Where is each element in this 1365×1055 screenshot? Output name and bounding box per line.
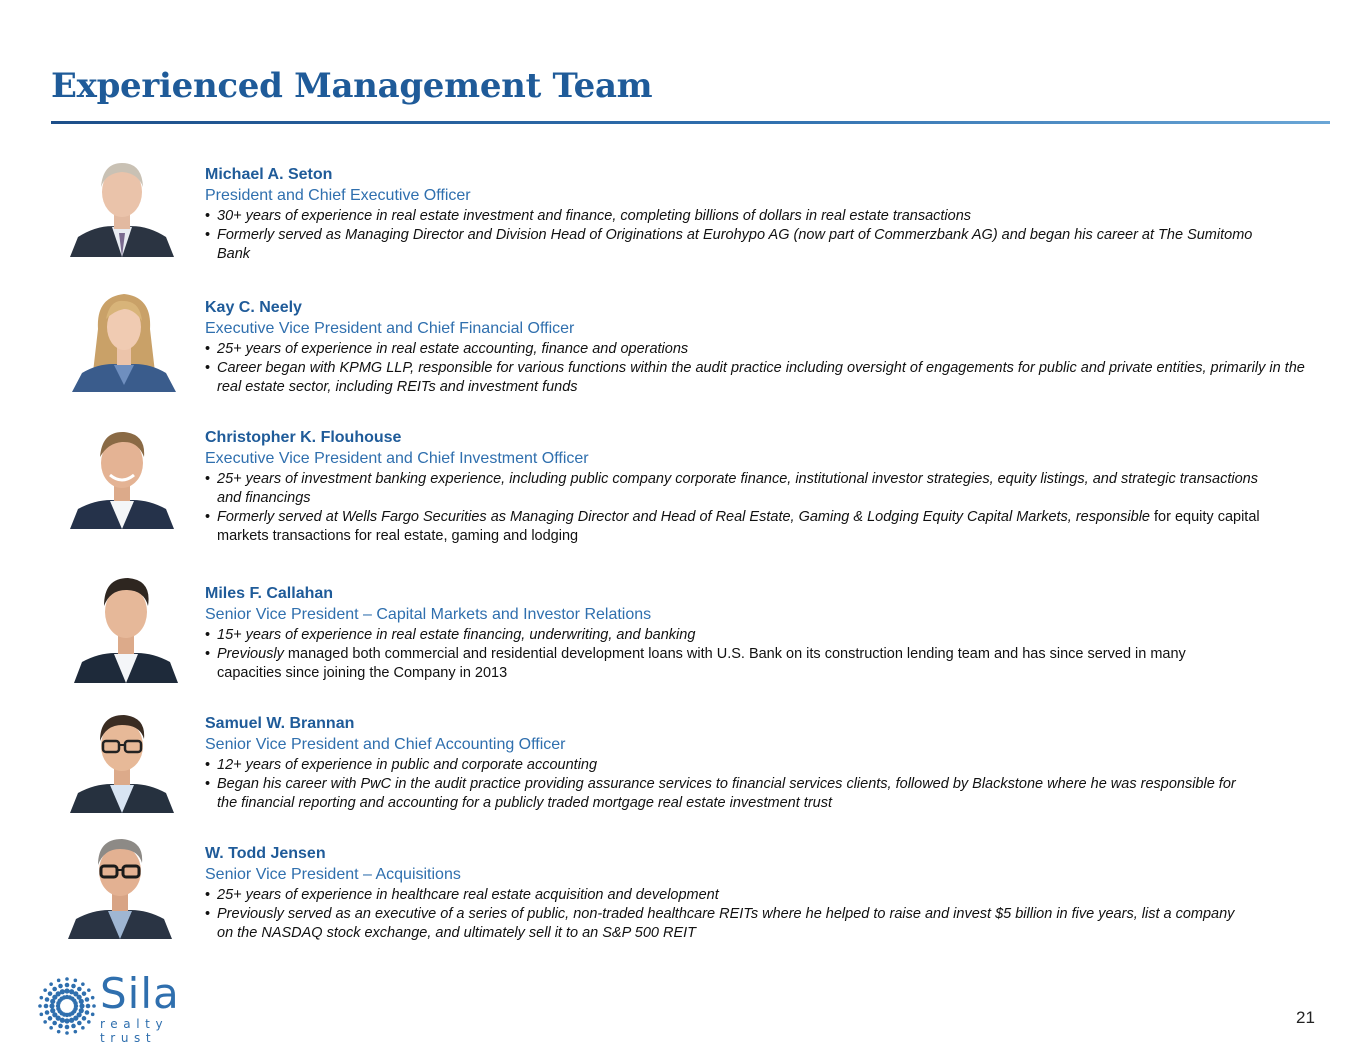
title-divider xyxy=(51,121,1330,124)
member-role: Executive Vice President and Chief Financial Officer xyxy=(205,320,575,337)
bullet: • 25+ years of experience in real estate accounting, finance and operations xyxy=(205,340,1315,359)
bullet-text-continued: for equity capital markets transactions for real estate, gaming and lodging xyxy=(217,509,1260,544)
member-role: Senior Vice President – Acquisitions xyxy=(205,866,461,883)
member-name: Michael A. Seton xyxy=(205,166,333,183)
page-title: Experienced Management Team xyxy=(51,66,653,106)
member-bullets xyxy=(205,207,1315,264)
member-name: W. Todd Jensen xyxy=(205,845,326,862)
sunburst-logo-icon xyxy=(36,975,98,1037)
headshot-flouhouse xyxy=(70,427,174,529)
bullet: • Previously served as an executive of a series of public, non-traded healthcare REITs where he helped to raise and invest $5 billion in five years, list a company on the NASDAQ stock exchange, and ultimately sell it to an S&P 500 REIT xyxy=(205,905,1247,943)
headshot-neely xyxy=(72,289,176,392)
bullet xyxy=(205,508,1262,546)
bullet-text: Formerly served at Wells Fargo Securities as Managing Director and Head of Real Estate, Gaming & Lodging Equity Capital Markets, responsible xyxy=(217,509,1150,525)
page-number: 21 xyxy=(1296,1008,1315,1027)
headshot-seton xyxy=(70,157,174,257)
member-bullets xyxy=(205,470,1315,546)
member-bullets xyxy=(205,886,1315,943)
headshot-callahan xyxy=(74,574,178,683)
member-info xyxy=(205,428,1315,546)
member-info xyxy=(205,584,1315,683)
member-info xyxy=(205,165,1315,264)
member-bullets xyxy=(205,626,1315,683)
member-name: Samuel W. Brannan xyxy=(205,715,355,732)
member-role: Senior Vice President – Capital Markets and Investor Relations xyxy=(205,606,652,623)
bullet: • 15+ years of experience in real estate financing, underwriting, and banking xyxy=(205,626,1315,645)
bullet-text-continued: managed both commercial and residential development loans with U.S. Bank on its construction lending team and has since served in many capacities since joining the Company in 2013 xyxy=(217,646,1186,681)
bullet: • Formerly served as Managing Director and Division Head of Originations at Eurohypo AG (now part of Commerzbank AG) and began his career at The Sumitomo Bank xyxy=(205,226,1262,264)
bullet: • 25+ years of investment banking experience, including public company corporate finance, institutional investor strategies, equity listings, and strategic transactions and financings xyxy=(205,470,1279,508)
member-name: Kay C. Neely xyxy=(205,299,302,316)
company-logo xyxy=(36,969,206,1045)
member-role: Executive Vice President and Chief Investment Officer xyxy=(205,450,589,467)
bullet: • 12+ years of experience in public and corporate accounting xyxy=(205,756,1315,775)
member-name: Miles F. Callahan xyxy=(205,585,334,602)
member-info xyxy=(205,714,1315,813)
member-role: President and Chief Executive Officer xyxy=(205,187,471,204)
headshot-jensen xyxy=(68,835,172,939)
member-info xyxy=(205,844,1315,943)
logo-wordmark: Sila xyxy=(100,969,180,1018)
bullet xyxy=(205,645,1249,683)
bullet: • Began his career with PwC in the audit practice providing assurance services to financial services clients, followed by Blackstone where he was responsible for the financial reporting and accounting for a publicly traded mortgage real estate investment trust xyxy=(205,775,1242,813)
bullet: • 25+ years of experience in healthcare real estate acquisition and development xyxy=(205,886,1315,905)
bullet-text: Previously xyxy=(217,646,284,662)
member-bullets xyxy=(205,340,1315,397)
member-info xyxy=(205,298,1315,397)
member-role: Senior Vice President and Chief Accounting Officer xyxy=(205,736,566,753)
logo-tagline: realty trust xyxy=(100,1017,169,1045)
headshot-brannan xyxy=(70,711,174,813)
member-bullets xyxy=(205,756,1315,813)
bullet: • 30+ years of experience in real estate investment and finance, completing billions of dollars in real estate transactions xyxy=(205,207,1315,226)
member-name: Christopher K. Flouhouse xyxy=(205,429,402,446)
bullet: • Career began with KPMG LLP, responsible for various functions within the audit practice including oversight of engagements for public and private entities, primarily in the real estate sector, including REITs and investment funds xyxy=(205,359,1315,397)
